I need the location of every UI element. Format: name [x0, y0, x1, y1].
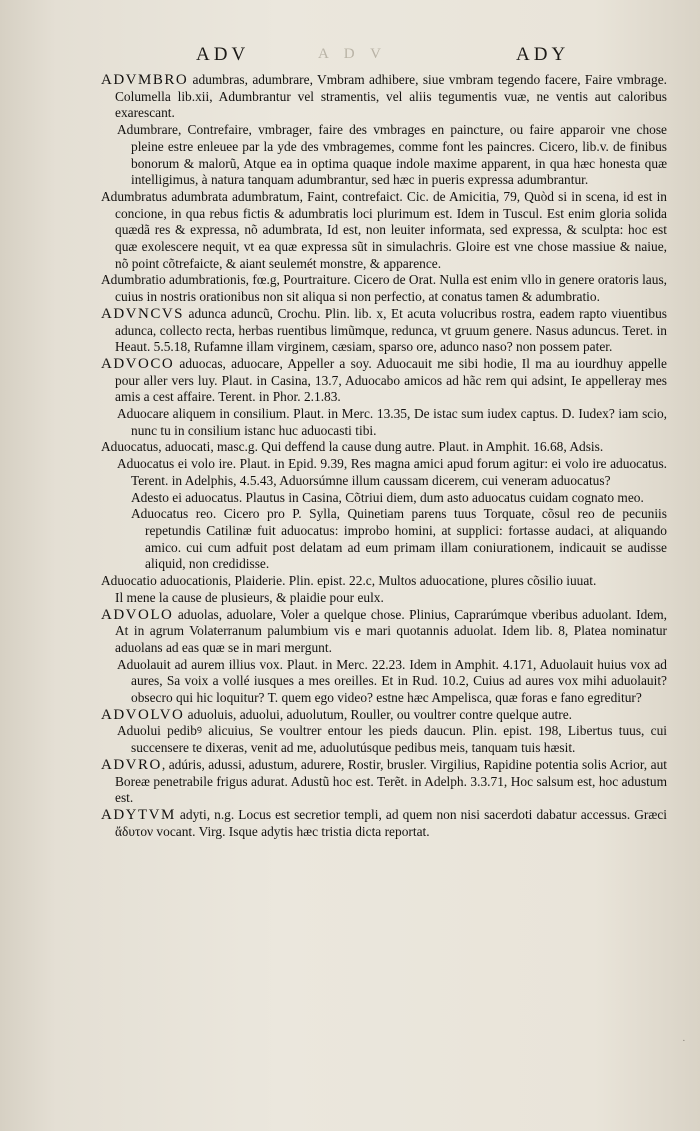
entry-text: aduoluis, aduolui, aduolutum, Rouller, ou voultrer contre quelque autre. — [184, 706, 572, 722]
dictionary-text — [101, 72, 667, 840]
entry-text: Adesto ei aduocatus. Plautus in Casina, Cõtriui diem, dum asto aduocatus cuidam cognato meo. — [131, 489, 644, 505]
entry-text: adumbras, adumbrare, Vmbram adhibere, siue vmbram tegendo facere, Faire vmbrage. Columella lib.xii, Adumbrantur vel stramentis, vel aliis tegumentis vuæ, ne ventis aut caloribus exarescant. — [115, 72, 667, 121]
dictionary-entry — [101, 456, 667, 489]
dictionary-entry — [101, 122, 667, 189]
dictionary-entry — [101, 189, 667, 273]
dictionary-entry — [101, 306, 667, 356]
entry-headword: ADVRO — [101, 756, 162, 773]
entry-text: Adumbratus adumbrata adumbratum, Faint, contrefaict. Cic. de Amicitia, 79, Quòd si in scena, id est in concione, in qua rebus fictis & adumbratis loci plurimum est. Idem in Tuscul. Est enim gloria solida quædã res & expressa, nõ adumbrata, Id est, non leuiter informata, sed expressa, & sculpta: hoc est quæ exolescere nequit, vt ea quæ expressa sũt in simulachris. Gloire est vne chose massiue & naiue, nõ point cõtrefaicte, & aiant seulemét monstre, & apparence. — [101, 188, 667, 271]
dictionary-entry — [101, 607, 667, 657]
dictionary-entry — [101, 439, 667, 456]
dictionary-entry — [101, 757, 667, 807]
dictionary-entry — [101, 807, 667, 840]
dictionary-entry — [101, 657, 667, 707]
entry-text: Aduocare aliquem in consilium. Plaut. in Merc. 13.35, De istac sum iudex captus. D. Iudex? iam scio, nunc tu in consilium istanc huc aduocasti tibi. — [117, 406, 667, 438]
entry-text: Aduolui pedibꝰ alicuius, Se voultrer entour les pieds daucun. Plin. epist. 198, Libertus tuus, cui succensere te dixeras, venit ad me, aduolutúsque pedibus meis, tanquam tuis hæsit. — [117, 723, 667, 756]
dictionary-entry — [101, 506, 667, 573]
entry-text: Aduolauit ad aurem illius vox. Plaut. in Merc. 22.23. Idem in Amphit. 4.171, Aduolauit huius vox ad aures, Sa voix a vollé iusques a mes oreilles. Et in Rud. 10.2, Cuius ad aures vox mihi aduolauit? obsecro qui hic loquitur? T. quem ego video? estne hæc Ampelisca, quæ foras e fano egreditur? — [117, 656, 667, 706]
entry-text: Il mene la cause de plusieurs, & plaidie pour eulx. — [115, 589, 384, 605]
dictionary-entry — [101, 272, 667, 305]
entry-text: Aduocatus, aduocati, masc.g. Qui deffend la cause dung autre. Plaut. in Amphit. 16.68, Adsis. — [101, 439, 604, 455]
running-head-left: ADV — [196, 44, 250, 65]
entry-headword: ADVNCVS — [101, 305, 185, 322]
dictionary-entry — [101, 406, 667, 439]
running-head — [0, 44, 700, 68]
entry-headword: ADVOCO — [101, 355, 175, 372]
dictionary-entry — [101, 356, 667, 406]
entry-text: adyti, n.g. Locus est secretior templi, ad quem non nisi sacerdoti dabatur accessus. Græci ἄδυτον vocant. Virg. Isque adytis hæc tristia dicta reportat. — [115, 806, 667, 839]
margin-mark: · — [682, 1035, 686, 1047]
entry-text: Adumbratio adumbrationis, fœ.g, Pourtraiture. Cicero de Orat. Nulla est enim vllo in genere oratoris laus, cuius in nostris orationibus non sit aliqua si non perfectio, at conatus tamen & adumbratio. — [101, 272, 667, 305]
dictionary-entry — [101, 707, 667, 724]
dictionary-entry — [101, 72, 667, 122]
entry-text: aduolas, aduolare, Voler a quelque chose. Plinius, Caprarúmque vberibus aduolant. Idem, At in agrum Volaterranum palumbium vis e mari quotannis aduolat. Idem lib. 8, Platea nominatur aduolans ad eas quæ se in mari mergunt. — [115, 606, 667, 655]
entry-headword: ADVOLO — [101, 606, 174, 623]
entry-text: Aduocatus ei volo ire. Plaut. in Epid. 9.39, Res magna amici apud forum agitur: ei volo ire aduocatus. Terent. in Adelphis, 4.5.43, Aduorsúmne illum caussam dicerem, cui veneram aduocatus? — [117, 456, 667, 488]
entry-headword: ADVMBRO — [101, 72, 189, 88]
entry-text: Aduocatio aduocationis, Plaiderie. Plin. epist. 22.c, Multos aduocatione, plures cõsilio iuuat. — [101, 573, 597, 589]
entry-headword: ADYTVM — [101, 806, 176, 823]
running-head-faint: A D V — [318, 46, 387, 62]
dictionary-entry — [101, 490, 667, 507]
entry-text: , adúris, adussi, adustum, adurere, Rostir, brusler. Virgilius, Rapidine potentia solis Acrior, aut Boreæ penetrabile frigus adurat. Adustũ hoc est. Terẽt. in Adelph. 3.3.71, Hoc salsum est, hoc adustum est. — [115, 756, 667, 806]
entry-text: aduocas, aduocare, Appeller a soy. Aduocauit me sibi hodie, Il ma au iourdhuy appelle pour aller vers luy. Plaut. in Casina, 13.7, Aduocabo amicos ad hãc rem qui adsint, Ie appelleray mes amis a cest affaire. Terent. in Phor. 2.1.83. — [115, 355, 667, 405]
dictionary-entry — [101, 590, 667, 607]
dictionary-entry — [101, 573, 667, 590]
running-head-right: ADY — [516, 44, 570, 65]
entry-text: Aduocatus reo. Cicero pro P. Sylla, Quinetiam parens tuus Torquate, cõsul reo de pecuniis repetundis Catilinæ fuit aduocatus: improbo homini, at supplici: fortasse audaci, at aliquando amico. cui cum adfuit post delatam ad eum primam illam coniurationem, indicauit se audisse aliquid, non credidisse. — [131, 506, 667, 572]
dictionary-entry — [101, 723, 667, 756]
entry-text: adunca aduncũ, Crochu. Plin. lib. x, Et acuta volucribus rostra, eadem rapto viuentibus adunca, collecto recta, herbas ruentibus limũmque, redunca, vt gruum genere. Nasus aduncus. Teret. in Heaut. 5.5.18, Rufamne illam virginem, cæsiam, sparso ore, adunco naso? non possem pater. — [115, 305, 667, 355]
entry-text: Adumbrare, Contrefaire, vmbrager, faire des vmbrages en paincture, ou faire apparoir vne chose pleine estre enleuee par la yde des vmbragemes, comme font les paincres. Cicero, lib.v. de finibus bonorum & malorũ, Atque ea in optima quaque indole maxime apparent, in qua hæc honesta quæ intelligimus, à natura tanquam adumbrantur, sed hæc in pueris expressa adumbrantur. — [117, 122, 667, 188]
entry-headword: ADVOLVO — [101, 706, 185, 723]
